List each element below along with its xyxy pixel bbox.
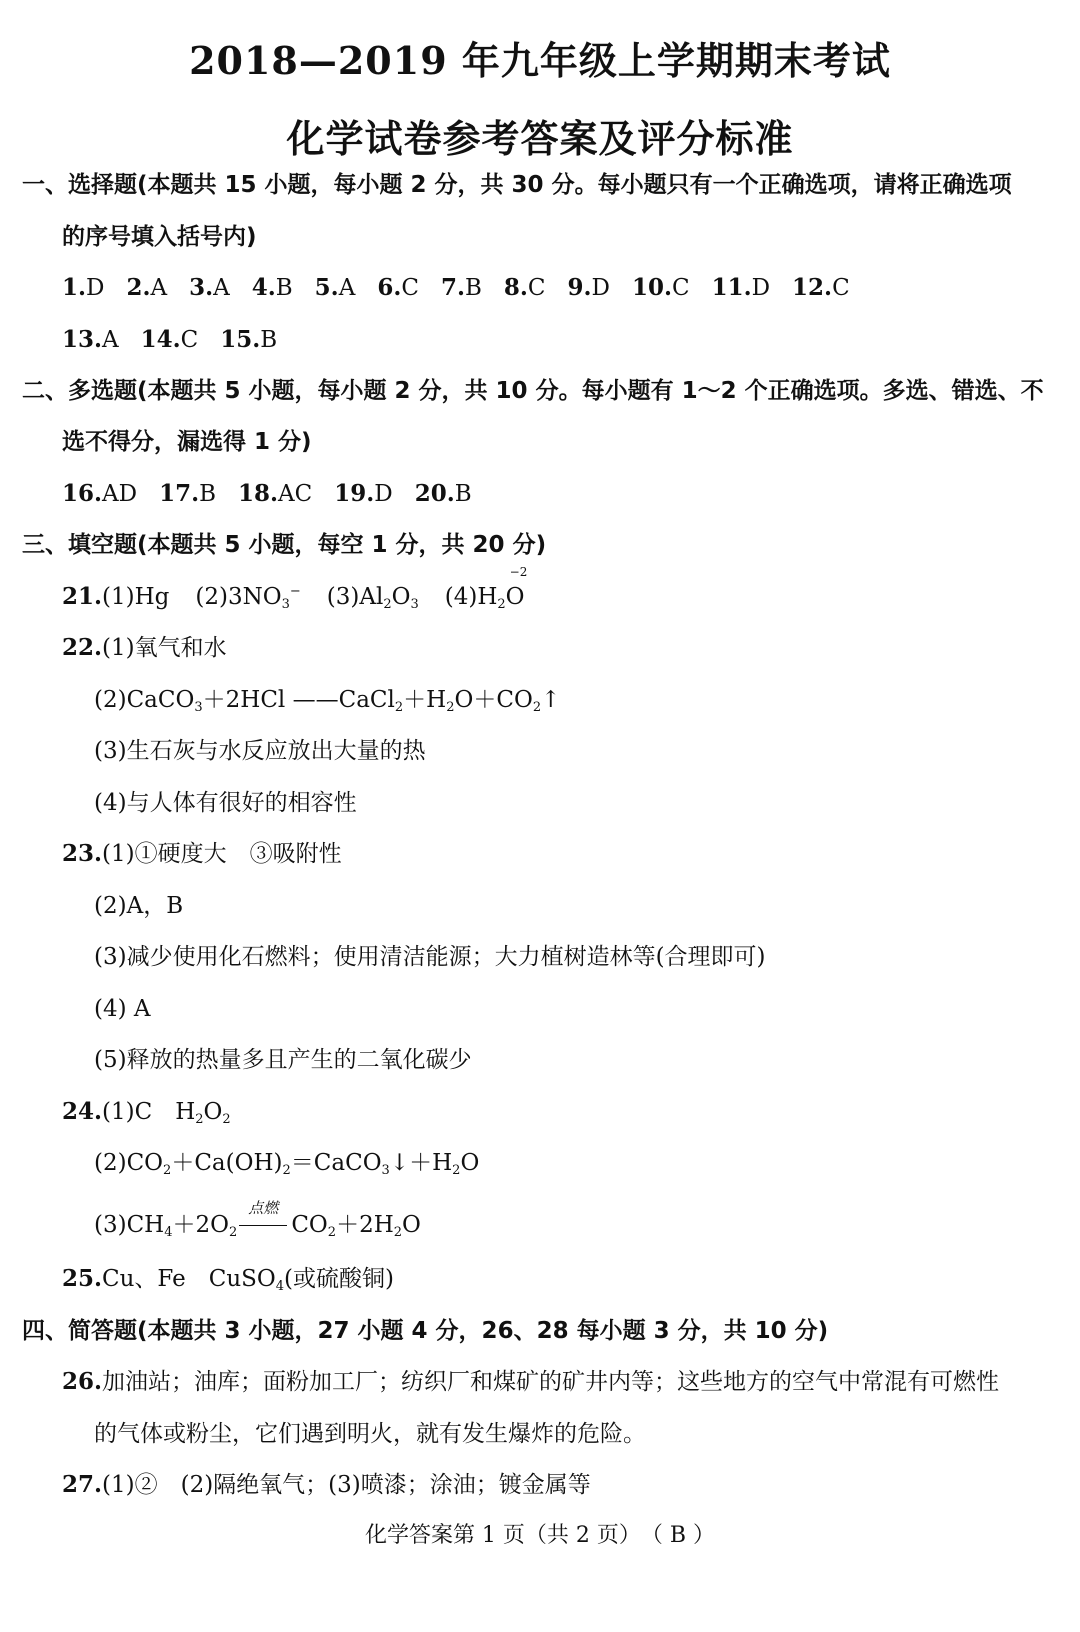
section2-answers (62, 479, 472, 509)
section3-heading: 三、填空题(本题共 5 小题，每空 1 分，共 20 分) (22, 532, 547, 558)
multi-choice-answer: 16.AD (62, 480, 138, 507)
choice-answer: 15.B (220, 326, 278, 353)
q21-answer (62, 565, 528, 612)
q22-part3: (3)生石灰与水反应放出大量的热 (94, 738, 426, 764)
choice-answer: 6.C (377, 274, 419, 301)
q23-part4: (4) A (94, 996, 151, 1022)
choice-answer: 1.D (62, 274, 105, 301)
choice-answer: 12.C (792, 274, 850, 301)
choice-answer: 13.A (62, 326, 119, 353)
reaction-condition-arrow: 点燃 (239, 1211, 287, 1226)
q22-part1: 22.(1)氧气和水 (62, 634, 227, 661)
choice-answer: 4.B (251, 274, 293, 301)
q22-part4: (4)与人体有很好的相容性 (94, 790, 357, 816)
document-title: 2018—2019 年九年级上学期期末考试 (189, 38, 891, 83)
q21-part1: (1)Hg (102, 584, 170, 610)
section2-heading-cont: 选不得分，漏选得 1 分) (62, 429, 312, 455)
multi-choice-answer: 18.AC (238, 480, 313, 507)
section4-heading: 四、简答题(本题共 3 小题，27 小题 4 分，26、28 每小题 3 分，共 10 分) (22, 1318, 829, 1344)
q25-number: 25. (62, 1265, 103, 1292)
multi-choice-answer: 19.D (334, 480, 393, 507)
choice-answer: 3.A (189, 274, 230, 301)
section1-heading-cont: 的序号填入括号内) (62, 224, 257, 250)
choice-answer: 9.D (567, 274, 610, 301)
q26-number: 26. (62, 1368, 103, 1395)
q24-number: 24. (62, 1098, 103, 1125)
q22-part2: (2)CaCO$_3$＋2HCl $——CaCl_2+H_2O+CO_2↑$ (94, 687, 561, 715)
q23-part2: (2)A，B (94, 893, 184, 919)
q23-number: 23. (62, 840, 103, 867)
section1-answers-row2 (62, 325, 277, 355)
choice-answer: 10.C (631, 274, 690, 301)
multi-choice-answer: 20.B (414, 480, 472, 507)
q23-part3: (3)减少使用化石燃料；使用清洁能源；大力植树造林等(合理即可) (94, 944, 766, 970)
q26-line2: 的气体或粉尘，它们遇到明火，就有发生爆炸的危险。 (94, 1421, 646, 1447)
q24-part3: $(3)CH_4+2O_2$ 点燃 $CO_2+2H_2O$ (94, 1199, 421, 1240)
q27-answer: 27.(1)② (2)隔绝氧气；(3)喷漆；涂油；镀金属等 (62, 1471, 591, 1498)
q21-number: 21. (62, 583, 103, 610)
section1-answers-row1 (62, 273, 850, 303)
page-footer: 化学答案第 1 页（共 2 页） （ B ） (364, 1523, 716, 1548)
choice-answer: 11.D (711, 274, 771, 301)
section2-heading: 二、多选题(本题共 5 小题，每小题 2 分，共 10 分。每小题有 1～2 个正确选项。多选、错选、不 (22, 378, 1044, 404)
q24-part1: 24.(1)C $H_2O_2$ (62, 1098, 231, 1127)
choice-answer: 5.A (314, 274, 356, 301)
q24-part2: $(2)CO_2+Ca(OH)_2=CaCO_3↓+H_2O$ (94, 1150, 480, 1178)
q23-part1: 23.(1)①硬度大 ③吸附性 (62, 840, 342, 867)
q25-answer: 25.Cu、Fe CuSO$_4$(或硫酸铜) (62, 1265, 394, 1294)
q21-part3: $(3)Al_2O_3$ (326, 584, 419, 612)
section1-heading: 一、选择题(本题共 15 小题，每小题 2 分，共 30 分。每小题只有一个正确选项，请将正确选项 (22, 172, 1012, 198)
multi-choice-answer: 17.B (159, 480, 216, 507)
q27-number: 27. (62, 1471, 103, 1498)
q21-part2: $(2)3NO_3^-$ (195, 584, 301, 612)
q21-part4: $(4)H_2O$ −2 (444, 565, 528, 612)
q26-line1: 26.加油站；油库；面粉加工厂；纺织厂和煤矿的矿井内等；这些地方的空气中常混有可燃性 (62, 1368, 1000, 1395)
choice-answer: 14.C (140, 326, 199, 353)
choice-answer: 7.B (440, 274, 482, 301)
q23-part5: (5)释放的热量多且产生的二氧化碳少 (94, 1047, 472, 1073)
choice-answer: 2.A (126, 274, 168, 301)
document-subtitle: 化学试卷参考答案及评分标准 (286, 116, 794, 161)
q22-number: 22. (62, 634, 103, 661)
choice-answer: 8.C (503, 274, 546, 301)
